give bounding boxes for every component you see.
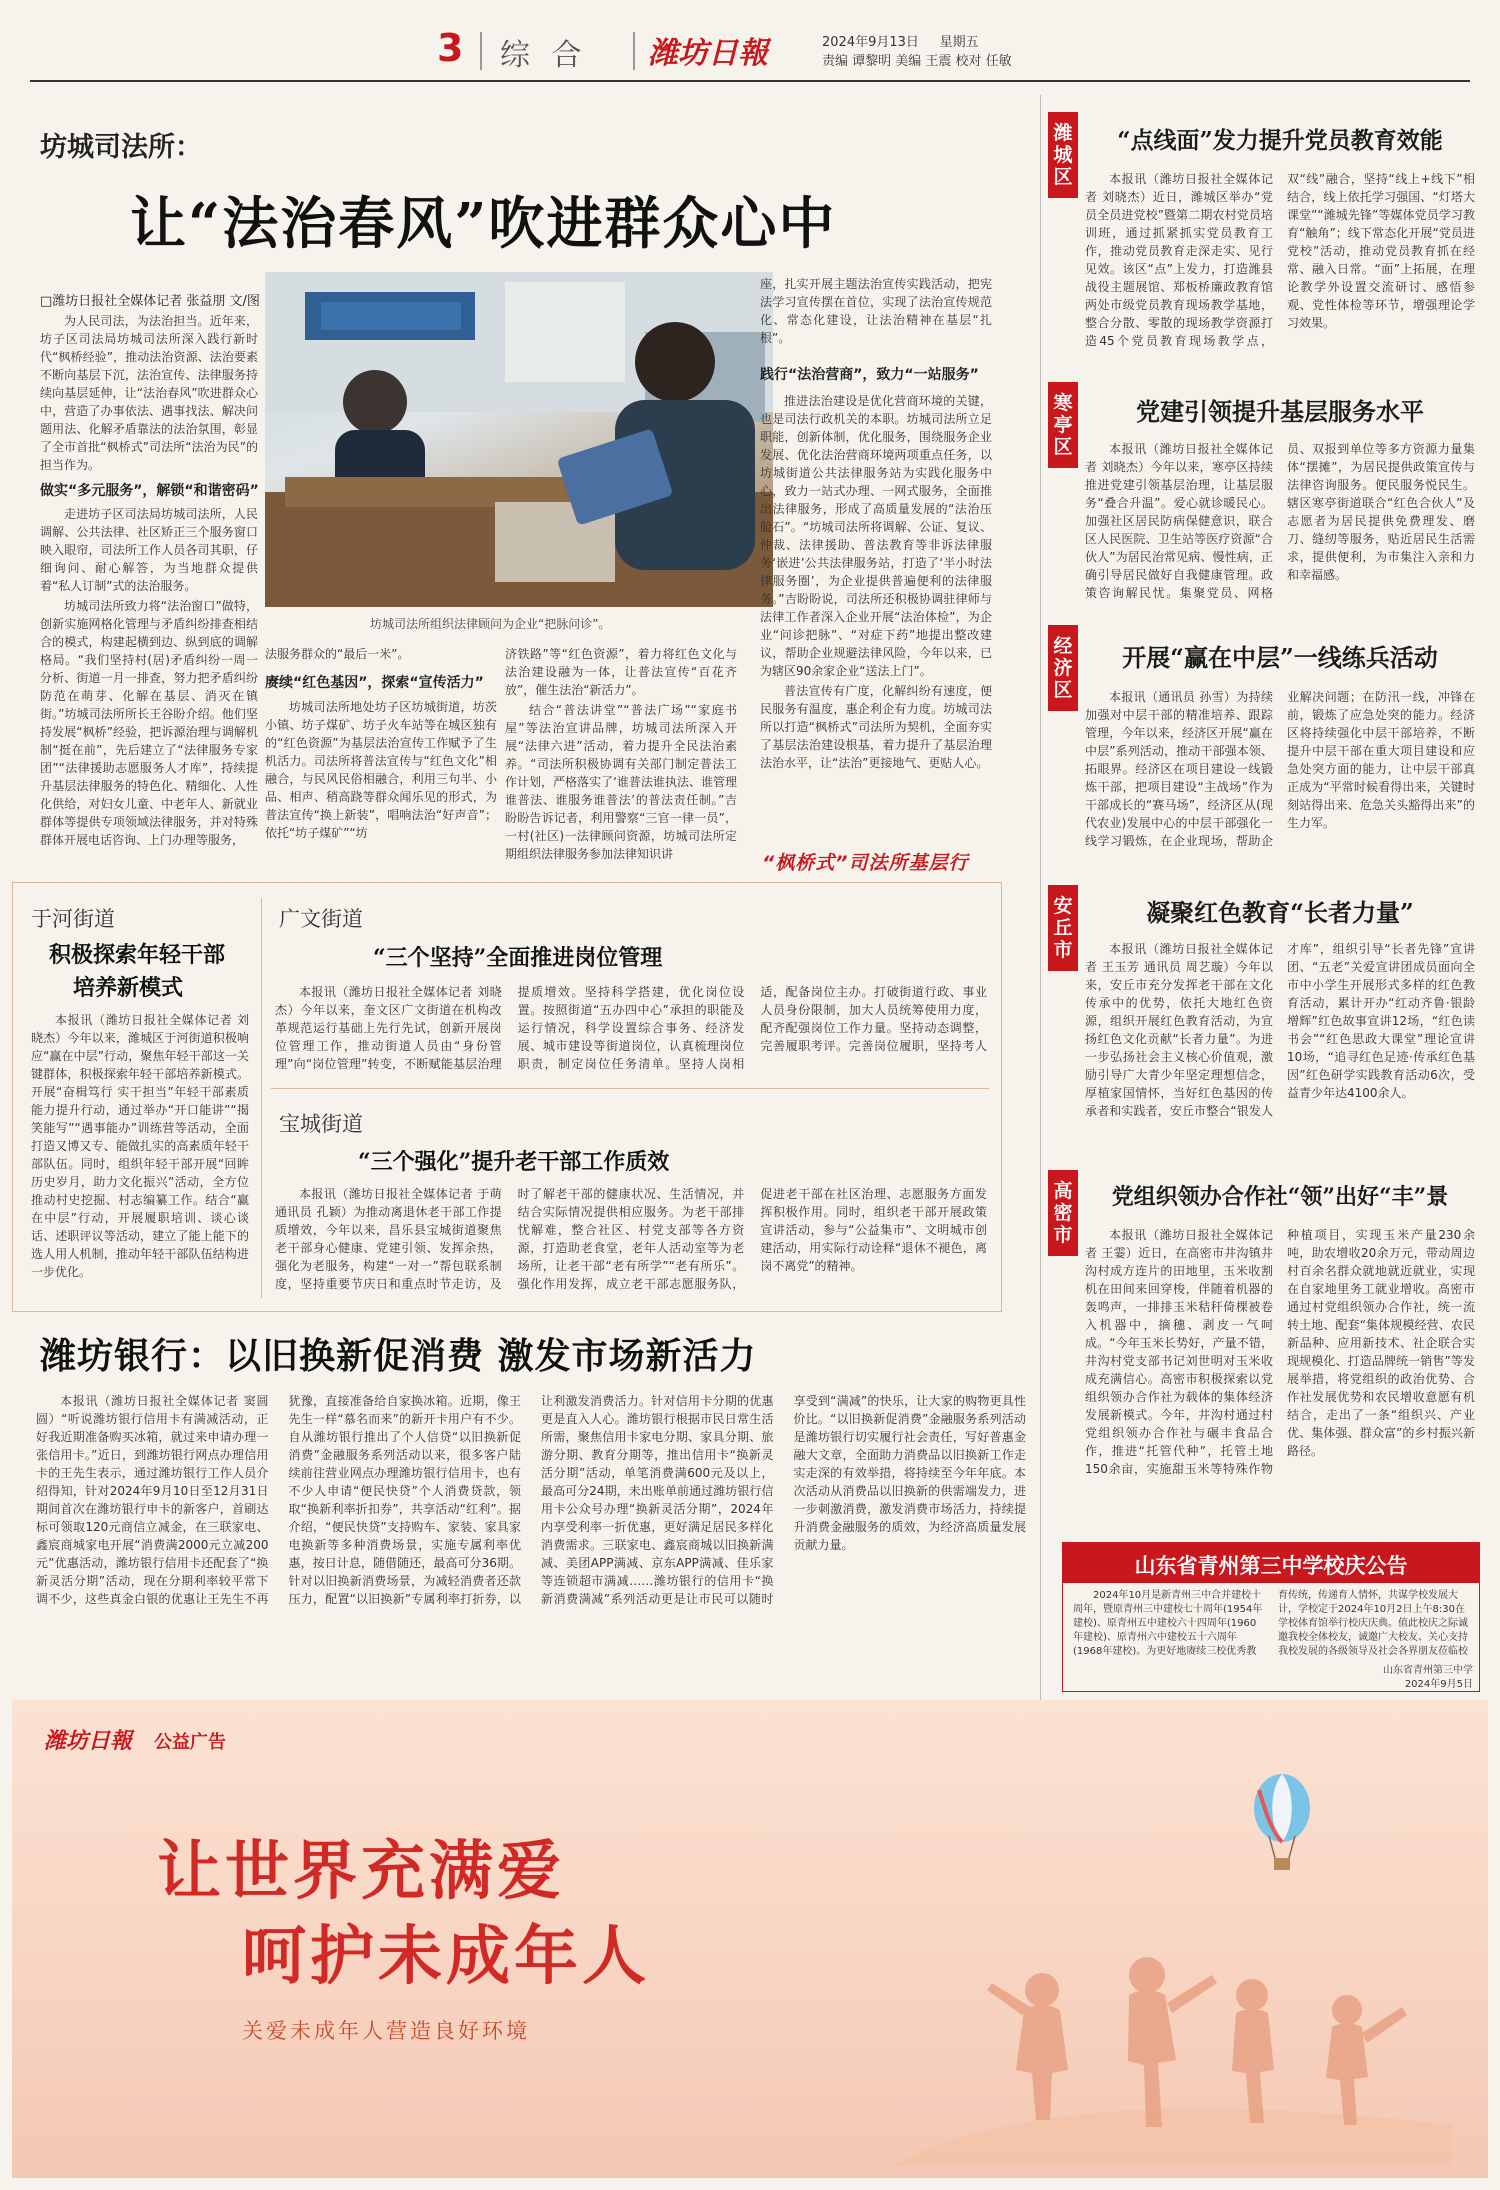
lead-paragraph: 结合“普法讲堂”“普法广场”“家庭书屋”等法治宣讲品牌，坊城司法所深入开展“法律六进”活动，着力提升全民法治素养。“司法所积极协调有关部门制定普法工作计划，严格落实了‘谁普法谁执法、谁管理谁普法、谁服务谁普法’的普法责任制。”吉盼盼告诉记者，利用警察“三官一律一员”，一村(社区)一法律顾问资源，坊城司法所定期组织法律服务参加法律知识讲 [505,703,737,861]
sidebar-title-weicheng: “点线面”发力提升党员教育效能 [1117,127,1443,154]
districts-box [12,882,1002,1312]
lead-column-2 [265,645,497,667]
masthead-rule [30,80,1470,82]
sidebar-title-hanting: 党建引领提升基层服务水平 [1136,397,1424,426]
ad-headline-line2: 呵护未成年人 [242,1919,650,1994]
lead-column-1 [40,312,258,474]
sidebar-tab-jingji: 经济区 [1048,625,1078,711]
lead-paragraph: 法服务群众的“最后一米”。 [265,647,410,661]
notice-title: 山东省青州第三中学校庆公告 [1134,1553,1408,1578]
district-yuhe-body: 本报讯（潍坊日报社全媒体记者 刘晓杰）今年以来，潍城区于河街道积极响应“赢在中层”行动，聚焦年轻干部这一关键群体，积极探索年轻干部培养新模式。开展“奋楫笃行 实干担当”年轻干部素质能力提升行动，通过举办“开口能讲”“揭笑能写”“遇事能办”训练营等活动，全面打造又博又专、能做扎实的高素质年轻干部队伍。同时，组织年轻干部开展“回眸历史岁月，助力文化振兴”活动，全方位推动村史挖掘、村志编纂工作。结合“赢在中层”行动，开展履职培训、谈心谈话、述职评议等活动，建立了能上能下的选人用人机制，推动年轻干部队伍结构进一步优化。 [31,1013,249,1279]
lead-paragraph: 济铁路”等“红色资源”，着力将红色文化与法治建设融为一体，让普法宣传“百花齐放”，催生法治“新活力”。 [505,647,737,697]
masthead-divider [633,32,635,70]
bank-headline: 潍坊银行：以旧换新促消费 激发市场新活力 [40,1335,757,1377]
district-baocheng-body: 本报讯（潍坊日报社全媒体记者 于萌 通讯员 孔颖）为推动离退休老干部工作提质增效，今年以来，昌乐县宝城街道聚焦老干部身心健康、党建引领、发挥余热，强化为老服务，构建“一对一”帮包联系制度，坚持重要节庆日和重点时节走访，及时了解老干部的健康状况、生活情况，并结合实际情况提供相应服务。为老干部排忧解难，整合社区、村党支部等各方资源，打造助老食堂，老年人活动室等为老场所，让老干部“老有所学”“老有所乐”。强化作用发挥，成立老干部志愿服务队，促进老干部在社区治理、志愿服务方面发挥积极作用。同时，组织老干部开展政策宣讲活动，参与“公益集市”、文明城市创建活动，用实际行动诠释“退休不褪色，离岗不离党”的精神。 [275,1187,987,1291]
lead-subhead-1: 做实“多元服务”，解锁“和谐密码” [40,483,259,499]
series-tag: “枫桥式”司法所基层行 [762,852,969,874]
lead-column-1b [40,505,258,895]
children-silhouettes-illustration [892,1895,1452,2165]
hot-air-balloon-icon [1247,1770,1317,1880]
sidebar-body-weicheng: 本报讯（潍坊日报社全媒体记者 刘晓杰）近日，潍城区举办“党员全员进党校”暨第二期农村党员培训班，通过抓紧抓实党员教育工作，推动党员教育走深走实、见行见效。该区“点”上发力，打造潍县战役主题展馆、郑板桥廉政教育馆两处市级党员教育现场教学基地，整合分散、零散的现场教学资源打造45个党员教育现场教学点，双“线”融合，坚持“线上+线下”相结合，线上依托学习强国、“灯塔大课堂”“潍城先锋”等媒体党员学习教育“触角”；线下常态化开展“党员进党校”活动，推动党员教育抓在经常、融入日常。“面”上拓展，在理论教学外设置交流研讨、感悟参观、党性体检等环节，增强理论学习效果。 [1085,172,1475,348]
lead-paragraph: 走进坊子区司法局坊城司法所，人民调解、公共法律、社区矫正三个服务窗口映入眼帘，司法所工作人员各司其职，仔细询问、耐心解答，为当地群众提供着“私人订制”式的法治服务。 [40,507,258,593]
lead-kicker: 坊城司法所： [40,132,202,163]
sidebar-tab-weicheng: 潍城区 [1048,112,1078,198]
sidebar-body-jingji: 本报讯（通讯员 孙雪）为持续加强对中层干部的精准培养、跟踪管理，今年以来，经济区开展“赢在中层”系列活动，推动干部强本领、拓眼界。经济区在项目建设一线锻炼干部，把项目建设“主战场”作为干部成长的“赛马场”，经济区从(现代农业)发展中心的中层干部强化一线学习锻炼，在企业现场，帮助企业解决问题；在防汛一线，冲锋在前，锻炼了应急处突的能力。经济区将持续强化中层干部培养，不断提升中层干部在重大项目建设和应急处突方面的能力，让中层干部真正成为“平常时候看得出来，关键时刻站得出来、危急关头豁得出来”的生力军。 [1085,690,1475,848]
ad-label: 公益广告 [154,1732,226,1753]
lead-photo [265,272,773,607]
section-name: 综 合 [500,38,588,73]
sidebar-body-anqiu: 本报讯（潍坊日报社全媒体记者 王玉芳 通讯员 周艺璇）今年以来，安丘市充分发挥老干部在文化传承中的优势，依托大地红色资源，组织开展红色教育活动，为宣扬红色文化贡献“长者力量”。为进一步弘扬社会主义核心价值观，激励引导广大青少年坚定理想信念，厚植家国情怀，当好红色基因的传承者和实践者，安丘市整合“银发人才库”，组织引导“长者先锋”宣讲团、“五老”关爱宣讲团成员面向全市中小学生开展形式多样的红色教育活动，累计开办“红动齐鲁·银龄增辉”红色故事宣讲12场，“红色读书会”“红色思政大课堂”理论宣讲10场，“追寻红色足迹·传承红色基因”红色研学实践教育活动6次，受益青少年达4100余人。 [1085,942,1475,1118]
issue-weekday: 星期五 [939,35,979,50]
sidebar-tab-hanting: 寒亭区 [1048,382,1078,468]
lead-photo-illustration [265,272,773,607]
bank-body: 本报讯（潍坊日报社全媒体记者 窦圆圆）“听说潍坊银行信用卡有满减活动，正好我近期准备购买冰箱，就过来申请办理一张信用卡。”近日，到潍坊银行网点办理信用卡的王先生表示，通过潍坊银行工作人员介绍得知，针对2024年9月10日至12月31日期间首次在潍坊银行申卡的新客户，首刷达标可领取120元商信立减金，在三联家电、鑫宸商城家电开展“消费满2000元立减200元”优惠活动，潍坊银行信用卡还配套了“换新灵活分期”活动，现在分期利率较平常下调不少，这些真金白银的优惠让王先生不再犹豫，直接准备给自家换冰箱。近期，像王先生一样“慕名而来”的新开卡用户有不少。自从潍坊银行推出了个人信贷“以旧换新促消费”金融服务系列活动以来，很多客户陆续前往营业网点办理潍坊银行信用卡，也有不少人申请“便民快贷”个人消费贷款，领取“换新利率折扣券”，共享活动“红利”。据介绍，“便民快贷”支持购车、家装、家具家电换新等多种消费场景，实施专属利率优惠，按日计息，随借随还，最高可分36期。针对以旧换新消费场景，为减轻消费者还款压力，配置“以旧换新”专属利率打折券，以让利激发消费活力。针对信用卡分期的优惠更是直入人心。潍坊银行根据市民日常生活所需，聚焦信用卡家电分期、家具分期、旅游分期、教育分期等，推出信用卡“换新灵活分期”活动，单笔消费满600元及以上，最高可分24期，未出账单前通过潍坊银行信用卡公众号办理“换新灵活分期”，2024年内享受利率一折优惠，更好满足居民多样化消费需求。三联家电、鑫宸商城以旧换新满减、美团APP满减、京东APP满减、佳乐家等连锁超市满减……潍坊银行的信用卡“换新消费满减”系列活动更是让市民可以随时享受到“满减”的快乐，让大家的购物更具性价比。“以旧换新促消费”金融服务系列活动是潍坊银行切实履行社会责任，写好普惠金融大文章，全面助力消费品以旧换新工作走实走深的有效举措，将持续至今年年底。本次活动从消费品以旧换新的供需端发力，进一步刺激消费，激发消费市场活力，持续提升消费金融服务的质效，为经济高质量发展贡献力量。 [36,1394,1026,1606]
notice-date: 2024年9月5日 [1404,1679,1473,1690]
lead-paragraph: 普法宣传有广度，化解纠纷有速度，便民服务有温度，惠企利企有力度。坊城司法所以打造“枫桥式”司法所为契机，全面夯实了基层法治建设根基，着力提升了基层治理法治水平，让“法治”更接地气、更贴人心。 [760,684,992,770]
page-number: 3 [437,26,464,70]
district-guangwen-name: 广文街道 [279,907,363,931]
district-guangwen-title: “三个坚持”全面推进岗位管理 [373,945,663,971]
lead-byline: □潍坊日报社全媒体记者 张益朋 文/图 [40,294,260,309]
masthead-divider [480,32,482,70]
lead-paragraph: 坊城司法所地处坊子区坊城街道，坊茨小镇、坊子煤矿、坊子火车站等在城区独有的“红色资源”为基层法治宣传工作赋予了生机活力。司法所将普法宣传与“红色文化”相融合，与民风民俗相融合，利用三句半、小品、相声、稍高跷等群众闻乐见的形式，为普法宣传“换上新装”，唱响法治“好声音”；依托“坊子煤矿”“坊 [265,700,497,840]
masthead-meta [822,33,1122,71]
notice-box [1062,1542,1480,1692]
lead-headline: 让“法治春风”吹进群众心中 [130,191,837,257]
district-yuhe-title-line2: 培养新模式 [73,975,184,1001]
lead-paragraph: 座，扎实开展主题法治宣传实践活动，把宪法学习宣传摆在首位，实现了法治宣传规范化、常态化建设，让法治精神在基层“扎根”。 [760,277,992,345]
ad-headline-line1: 让世界充满爱 [157,1834,565,1909]
issue-date: 2024年9月13日 [822,35,919,50]
sidebar-title-anqiu: 凝聚红色教育“长者力量” [1146,898,1414,927]
lead-paragraph: 坊城司法所致力将“法治窗口”做特，创新实施网格化管理与矛盾纠纷排查相结合的模式，构建起横到边、纵到底的调解格局。“我们坚持村(居)矛盾纠纷一周一分析、街道一月一排查，努力把矛盾纠纷防范在萌芽、化解在基层、消灭在镇街。”坊城司法所所长王谷盼介绍。他们坚持发展“枫桥”经验，把诉源治理与调解机制“挺在前”，先后建立了“法律服务专家团”“法律援助志愿服务人才库”，持续提升基层法律服务的特色化、精细化、人性化供给，对妇女儿童、中老年人、新就业群体等提供专项领域法律服务，并对特殊群体开展电话咨询、上门办理等服务， [40,599,258,847]
lead-subhead-4: 践行“法治营商”，致力“一站服务” [760,367,979,383]
notice-signature: 山东省青州第三中学 [1383,1665,1473,1676]
district-yuhe-title-line1: 积极探索年轻干部 [49,942,226,968]
lead-column-4b [760,392,992,840]
district-divider [271,1088,989,1089]
editor-credits: 责编 谭黎明 美编 王震 校对 任敏 [822,54,1012,69]
sidebar-body-gaomi: 本报讯（潍坊日报社全媒体记者 王霎）近日，在高密市井沟镇井沟村成方连片的田地里，玉米收割机在田间来回穿梭，伴随着机器的轰鸣声，一排排玉米秸秆倚棵被卷入机器中，摘穗、剥皮一气呵成。“今年玉米长势好，产量不错，井沟村党支部书记刘世明对玉米收成充满信心。高密市积极探索以党组织领办合作社为载体的集体经济发展新模式。今年，井沟村通过村党组织领办合作社与碾丰食品合作，推进“托管代种”，托管土地150余亩，实施甜玉米等特殊作物种植项目，实现玉米产量230余吨，助农增收20余万元，带动周边村百余名群众就地就近就业，实现在自家地里务工就业增收。高密市通过村党组织领办合作社，统一流转土地、配套“集体规模经营、农民新品种、应用新技术、社企联合实现规模化、打造品牌统一销售”等发展举措，将党组织的政治优势、合作社发展优势和农民增收意愿有机结合，走出了一条“组织兴、产业优、集体强、群众富”的乡村振兴新路径。 [1085,1228,1475,1476]
lead-sidebar-divider [1040,95,1041,1745]
lead-column-3 [505,645,737,895]
sidebar-title-jingji: 开展“赢在中层”一线练兵活动 [1122,643,1438,672]
lead-paragraph: 推进法治建设是优化营商环境的关键，也是司法行政机关的本职。坊城司法所立足职能，创新体制，优化服务，围绕服务企业发展、优化法治营商环境两项重点任务，以坊城街道公共法律服务站为实践化服务中心，致力一站式办理、一网式服务，全面推出法律服务，形成了高质量发展的“法治压舱石”。“坊城司法所将调解、公证、复议、仲裁、法律援助、普法教育等非诉法律服务‘嵌进’公共法律服务站，打造了‘半小时法律服务圈’，为企业提供普遍便利的法律服务。”吉盼盼说，司法所还积极协调驻律师与法律工作者深入企业开展“法治体检”，为企业“问诊把脉”、“对症下药”地提出整改建议，帮助企业规避法律风险，今年以来，已为辖区90余家企业“送法上门”。 [760,394,992,678]
district-divider [261,898,262,1298]
lead-column-2b [265,698,497,896]
lead-paragraph: 为人民司法，为法治担当。近年来，坊子区司法局坊城司法所深入践行新时代“枫桥经验”，推动法治资源、法治要素不断向基层下沉，法治宣传、法律服务持续向基层延伸，让“法治春风”吹进群众心中，营造了办事依法、遇事找法、解决问题用法、化解矛盾靠法的法治氛围，彰显了全市首批“枫桥式”司法所“法治为民”的担当作为。 [40,314,258,472]
district-guangwen-body: 本报讯（潍坊日报社全媒体记者 刘晓杰）今年以来，奎文区广文街道在机构改革规范运行基础上先行先试，创新开展岗位管理工作，推动街道人员由“身份管理”向“岗位管理”转变，不断赋能基层治理提质增效。坚持科学搭建，优化岗位设置。按照街道“五办四中心”承担的职能及运行情况，科学设置综合事务、经济发展、城市建设等街道岗位，认真梳理岗位职责，制定岗位任务清单。坚持人岗相适，配备岗位主办。打破街道行政、事业人员身份限制，加大人员统筹使用力度，配齐配强岗位工作力量。坚持动态调整，完善履职考评。完善岗位履职，坚持考人 [275,985,987,1071]
district-yuhe-name: 于河街道 [31,907,115,931]
sidebar-title-gaomi: 党组织领办合作社“领”出好“丰”景 [1111,1184,1449,1210]
ad-subline: 关爱未成年人营造良好环境 [242,2019,530,2043]
district-baocheng-name: 宝城街道 [279,1112,363,1136]
lead-column-4 [760,275,992,351]
newspaper-logo: 潍坊日報 [648,36,768,71]
ad-logo: 潍坊日報 [44,1728,133,1754]
lead-subhead-2: 赓续“红色基因”，探索“宣传活力” [265,675,484,691]
sidebar-tab-anqiu: 安丘市 [1048,885,1078,971]
notice-body: 2024年10月是新青州三中合并建校十周年，暨原青州三中建校七十周年(1954年建校)、原青州五中建校六十四周年(1960年建校)、原青州六中建校五十六周年(1968年建校)。为更好地赓续三校优秀教育传统，传递育人情怀，共谋学校发展大计，学校定于2024年10月2日上午8:30在学校体育馆举行校庆庆典。值此校庆之际诚邀我校全体校友，诚邀广大校友、关心支持我校发展的各级领导及社会各界朋友莅临校 [1073,1590,1468,1657]
district-baocheng-title: “三个强化”提升老干部工作质效 [358,1149,670,1175]
sidebar-body-hanting: 本报讯（潍坊日报社全媒体记者 刘晓杰）今年以来，寒亭区持续推进党建引领基层治理，让基层服务“叠合升温”。爱心就诊暖民心。加强社区居民防病保健意识，联合区人民医院、卫生站等医疗资源“合伙人”为居民治常见病、慢性病，正确引导居民做好自我健康管理。政策咨询解民忧。集聚党员、网格员、双报到单位等多方资源力量集体“摆摊”，为居民提供政策宣传与法律咨询服务。便民服务悦民生。辖区寒亭街道联合“红色合伙人”及志愿者为居民提供免费理发、磨刀、缝纫等服务，贴近居民生活需求，提供便利，为市集注入亲和力和幸福感。 [1085,442,1475,600]
masthead [0,0,1500,82]
sidebar-tab-gaomi: 高密市 [1048,1170,1078,1256]
lead-photo-caption: 坊城司法所组织法律顾问为企业“把脉问诊”。 [370,617,611,631]
public-service-ad [12,1700,1488,2178]
